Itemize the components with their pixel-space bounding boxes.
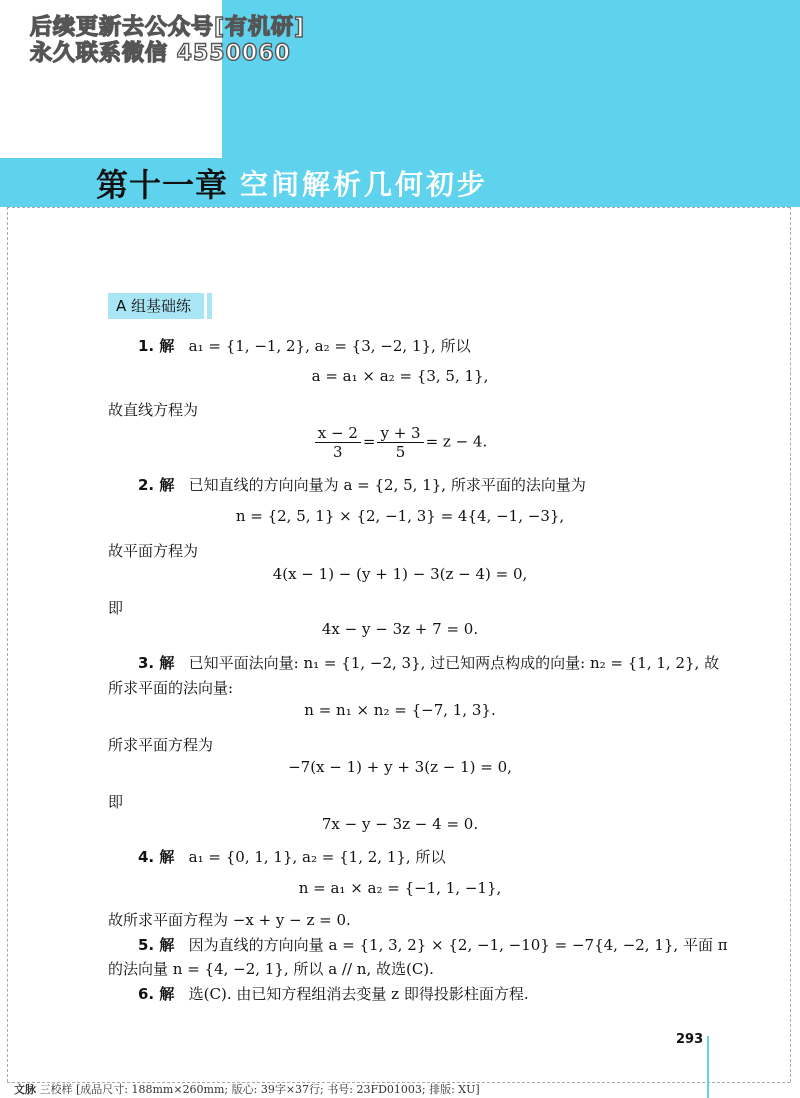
section-tag-bar (204, 293, 207, 319)
p2-text: 故平面方程为 (108, 542, 199, 560)
p1-frac1-den: 3 (333, 443, 343, 461)
problem-1 (138, 335, 471, 356)
page-number: 293 (676, 1032, 704, 1047)
p2-equation: n = {2, 5, 1} × {2, −1, 3} = 4{4, −1, −3}, (235, 507, 565, 525)
p3-equation-3: 7x − y − 3z − 4 = 0. (321, 815, 479, 833)
p1-fraction-2 (377, 424, 423, 461)
chapter-number: 第十一章 (96, 166, 229, 204)
problem-2-text: 已知直线的方向向量为 a = {2, 5, 1}, 所求平面的法向量为 (188, 476, 586, 494)
problem-5-text: 因为直线的方向向量 a = {1, 3, 2} × {2, −1, −10} = −7{4, −2, 1}, 平面 π (188, 936, 728, 954)
p1-tail: = z − 4. (425, 432, 488, 451)
p1-frac1-num: x − 2 (315, 424, 361, 443)
footer-text: 三校样 [成品尺寸: 188mm×260mm; 版心: 39字×37行; 书号: 23FD01003; 排版: XU] (39, 1083, 480, 1096)
p5-continued: 的法向量 n = {4, −2, 1}, 所以 a // n, 故选(C). (108, 960, 434, 978)
problem-6 (138, 983, 529, 1004)
problem-1-text: a₁ = {1, −1, 2}, a₂ = {3, −2, 1}, 所以 (188, 337, 471, 355)
p4-text: 故所求平面方程为 −x + y − z = 0. (108, 911, 351, 929)
problem-3-text: 已知平面法向量: n₁ = {1, −2, 3}, 过已知两点构成的向量: n₂ = {1, 1, 2}, 故 (188, 654, 720, 672)
problem-6-text: 选(C). 由已知方程组消去变量 z 即得投影柱面方程. (188, 985, 529, 1003)
problem-1-num: 1. 解 (138, 337, 175, 355)
p3-ji: 即 (108, 793, 124, 811)
section-tag: A 组基础练 (108, 293, 212, 319)
p1-fraction-1 (315, 424, 361, 461)
p1-frac2-den: 5 (395, 443, 406, 461)
p3-equation-2: −7(x − 1) + y + 3(z − 1) = 0, (288, 758, 512, 776)
problem-4 (138, 846, 445, 867)
problem-3-num: 3. 解 (138, 654, 175, 672)
p1-line-equation: $\frac{x - 2}{3}$ = $\frac{y + 3}{5}$ = z − 4. (0, 424, 800, 461)
problem-6-num: 6. 解 (138, 985, 175, 1003)
footer (14, 1081, 480, 1097)
p2-ji: 即 (108, 599, 124, 617)
problem-2-num: 2. 解 (138, 476, 175, 494)
p4-equation: n = a₁ × a₂ = {−1, 1, −1}, (298, 879, 502, 897)
frame-left (7, 207, 8, 1082)
footer-brand: 文脉 (14, 1083, 36, 1096)
p2-equation-3: 4x − y − 3z + 7 = 0. (321, 620, 479, 638)
page-rule (707, 1036, 709, 1098)
p3-continued: 所求平面的法向量: (108, 679, 234, 697)
p3-text: 所求平面方程为 (108, 736, 214, 754)
problem-5 (138, 934, 728, 955)
chapter-title: 空间解析几何初步 (240, 168, 489, 201)
problem-3 (138, 652, 719, 673)
problem-5-num: 5. 解 (138, 936, 175, 954)
watermark-line-2: 永久联系微信 4550060 (30, 41, 291, 66)
p3-equation: n = n₁ × n₂ = {−7, 1, 3}. (304, 701, 496, 719)
watermark-line-1: 后续更新去公众号[有机研] (30, 15, 306, 40)
problem-4-num: 4. 解 (138, 848, 175, 866)
problem-4-text: a₁ = {0, 1, 1}, a₂ = {1, 2, 1}, 所以 (188, 848, 446, 866)
p1-text: 故直线方程为 (108, 401, 199, 419)
p2-equation-2: 4(x − 1) − (y + 1) − 3(z − 4) = 0, (272, 565, 528, 583)
p1-equation: a = a₁ × a₂ = {3, 5, 1}, (311, 367, 489, 385)
p1-frac2-num: y + 3 (377, 424, 423, 443)
frame-right (790, 207, 791, 1082)
frame-top (7, 207, 790, 208)
problem-2 (138, 474, 586, 495)
